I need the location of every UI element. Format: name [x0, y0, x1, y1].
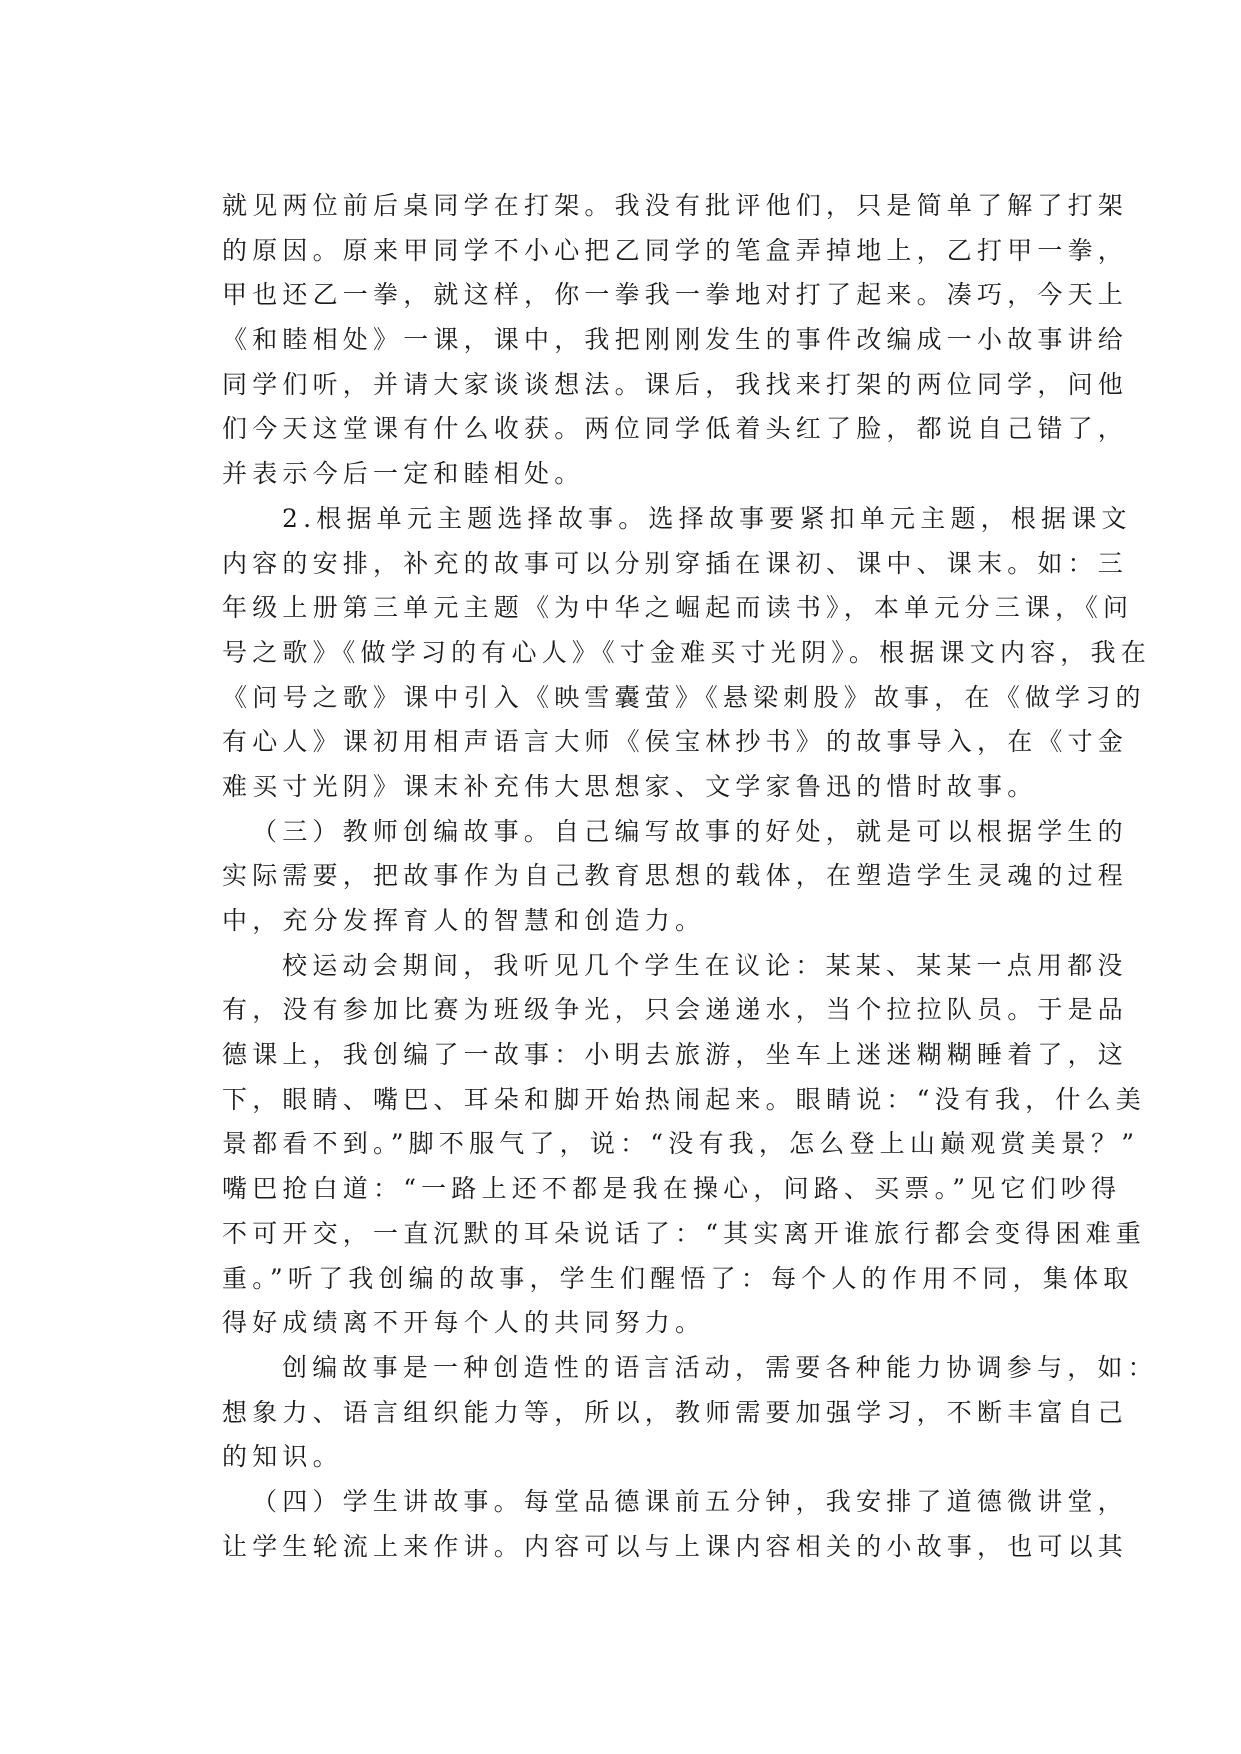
text-line: 中，充分发挥育人的智慧和创造力。	[222, 906, 706, 935]
text-line: 内容的安排，补充的故事可以分别穿插在课初、课中、课末。如：三	[222, 548, 1129, 578]
text-line: 们今天这堂课有什么收获。两位同学低着头红了脸，都说自己错了，	[222, 414, 1129, 444]
text-line: 号之歌》《做学习的有心人》《寸金难买寸光阴》。根据课文内容，我在	[222, 637, 1151, 667]
text-line: （四）学生讲故事。每堂品德课前五分钟，我安排了道德微讲堂，	[252, 1486, 1128, 1516]
text-line: 年级上册第三单元主题《为中华之崛起而读书》，本单元分三课，《问	[222, 593, 1134, 623]
text-line: 同学们听，并请大家谈谈想法。课后，我找来打架的两位同学，问他	[222, 369, 1129, 399]
text-line: 甲也还乙一拳，就这样，你一拳我一拳地对打了起来。凑巧，今天上	[222, 280, 1129, 310]
text-line: 2.根据单元主题选择故事。选择故事要紧扣单元主题，根据课文	[282, 503, 1132, 533]
text-line: 《问号之歌》课中引入《映雪囊萤》《悬梁刺股》故事，在《做学习的	[222, 682, 1146, 712]
text-line: 不可开交，一直沉默的耳朵说话了：“其实离开谁旅行都会变得困难重	[222, 1218, 1146, 1248]
text-line: 得好成绩离不开每个人的共同努力。	[222, 1308, 706, 1338]
text-line: 并表示今后一定和睦相处。	[222, 459, 585, 489]
text-line: 嘴巴抢白道：“一路上还不都是我在操心，问路、买票。”见它们吵得	[222, 1174, 1122, 1204]
text-line: 的知识。	[222, 1442, 343, 1472]
text-line: 景都看不到。”脚不服气了，说：“没有我，怎么登上山巅观赏美景？”	[222, 1129, 1140, 1159]
text-line: 让学生轮流上来作讲。内容可以与上课内容相关的小故事，也可以其	[222, 1531, 1129, 1561]
text-line: 有心人》课初用相声语言大师《侯宝林抄书》的故事导入，在《寸金	[222, 727, 1129, 757]
text-line: 校运动会期间，我听见几个学生在议论：某某、某某一点用都没	[282, 950, 1128, 980]
text-line: 实际需要，把故事作为自己教育思想的载体，在塑造学生灵魂的过程	[222, 861, 1129, 891]
text-line: 《和睦相处》一课，课中，我把刚刚发生的事件改编成一小故事讲给	[222, 325, 1129, 355]
text-line: 就见两位前后桌同学在打架。我没有批评他们，只是简单了解了打架	[222, 191, 1129, 220]
text-line: 创编故事是一种创造性的语言活动，需要各种能力协调参与，如：	[282, 1352, 1158, 1382]
text-line: 有，没有参加比赛为班级争光，只会递递水，当个拉拉队员。于是品	[222, 995, 1129, 1025]
text-line: 德课上，我创编了一故事：小明去旅游，坐车上迷迷糊糊睡着了，这	[222, 1040, 1129, 1070]
text-line: 想象力、语言组织能力等，所以，教师需要加强学习，不断丰富自己	[222, 1397, 1129, 1427]
body-text	[222, 184, 1158, 1569]
text-line: 下，眼睛、嘴巴、耳朵和脚开始热闹起来。眼睛说：“没有我，什么美	[222, 1084, 1146, 1114]
text-line: 重。”听了我创编的故事，学生们醒悟了：每个人的作用不同，集体取	[222, 1263, 1134, 1293]
text-line: 难买寸光阴》课末补充伟大思想家、文学家鲁迅的惜时故事。	[222, 771, 1038, 801]
text-line: 的原因。原来甲同学不小心把乙同学的笔盒弄掉地上，乙打甲一拳，	[222, 235, 1129, 265]
text-line: （三）教师创编故事。自己编写故事的好处，就是可以根据学生的	[252, 816, 1128, 846]
